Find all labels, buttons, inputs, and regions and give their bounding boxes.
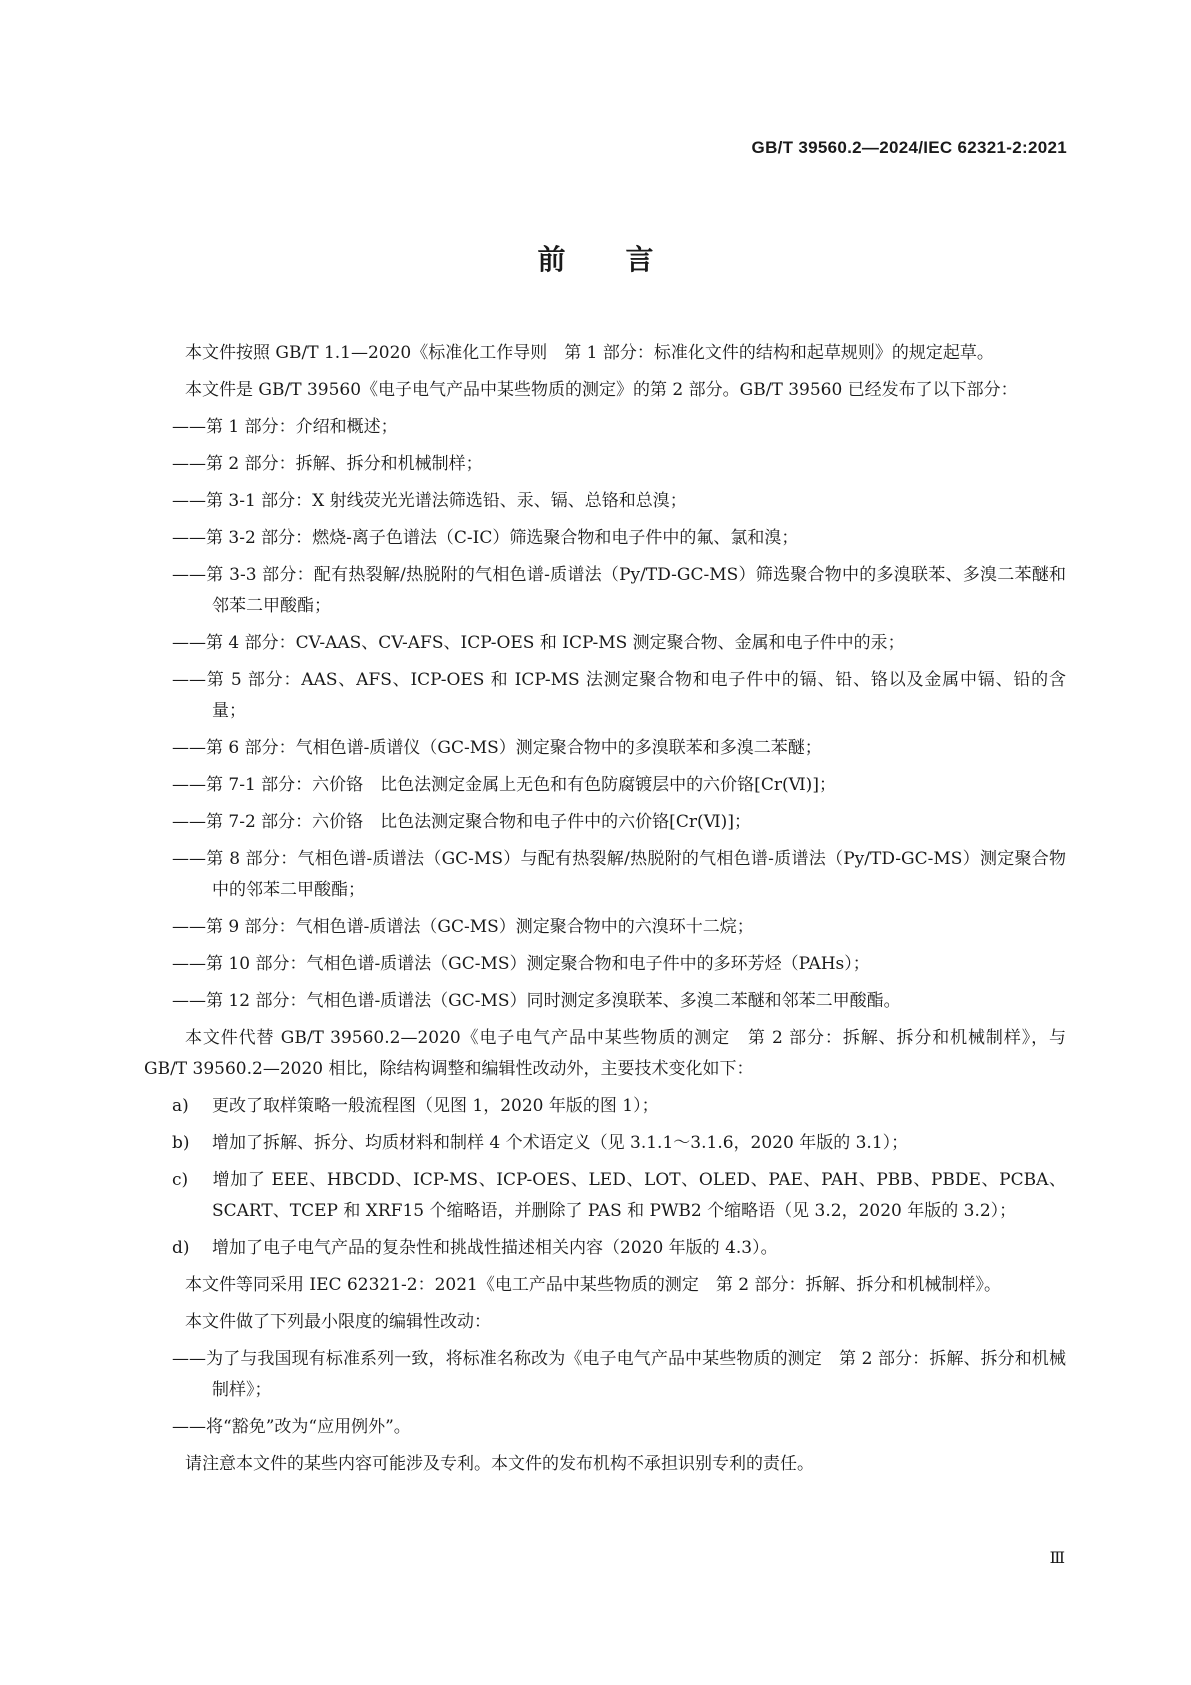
page-title: [0, 238, 1191, 278]
change-marker: b): [172, 1133, 190, 1153]
part-item: ——第 9 部分：气相色谱-质谱法（GC-MS）测定聚合物中的六溴环十二烷；: [172, 917, 754, 937]
change-text: 增加了电子电气产品的复杂性和挑战性描述相关内容（2020 年版的 4.3）。: [212, 1238, 778, 1258]
change-marker: d): [172, 1238, 190, 1258]
intro-paragraph-2: 本文件是 GB/T 39560《电子电气产品中某些物质的测定》的第 2 部分。GB/T 39560 已经发布了以下部分：: [185, 380, 1018, 400]
standard-number: GB/T 39560.2—2024/IEC 62321-2:2021: [751, 138, 1067, 157]
foreword-body: [144, 338, 1066, 1486]
change-item: [144, 1091, 1066, 1122]
change-item: [144, 1165, 1066, 1227]
title-char-1: 前: [537, 243, 566, 276]
intro-paragraph-1: 本文件按照 GB/T 1.1—2020《标准化工作导则 第 1 部分：标准化文件的结构和起草规则》的规定起草。: [185, 343, 994, 363]
change-text: 增加了拆解、拆分、均质材料和制样 4 个术语定义（见 3.1.1～3.1.6，2020 年版的 3.1）；: [212, 1133, 909, 1153]
replacement-paragraph: 本文件代替 GB/T 39560.2—2020《电子电气产品中某些物质的测定 第 2 部分：拆解、拆分和机械制样》，与 GB/T 39560.2—2020 相比，除结构调整和编辑性改动外，主要技术变化如下：: [144, 1028, 1066, 1079]
part-item: ——第 2 部分：拆解、拆分和机械制样；: [172, 454, 483, 474]
edit-item: ——将“豁免”改为“应用例外”。: [172, 1417, 411, 1437]
change-marker: a): [172, 1096, 189, 1116]
adoption-paragraph: 本文件等同采用 IEC 62321-2：2021《电工产品中某些物质的测定 第 2 部分：拆解、拆分和机械制样》。: [185, 1275, 1001, 1295]
title-char-2: 言: [625, 243, 654, 276]
change-item: [144, 1233, 1066, 1264]
part-item: ——第 3-3 部分：配有热裂解/热脱附的气相色谱-质谱法（Py/TD-GC-MS）筛选聚合物中的多溴联苯、多溴二苯醚和邻苯二甲酸酯；: [172, 565, 1066, 616]
part-item: ——第 3-1 部分：X 射线荧光光谱法筛选铅、汞、镉、总铬和总溴；: [172, 491, 687, 511]
change-text: 更改了取样策略一般流程图（见图 1，2020 年版的图 1）；: [212, 1096, 659, 1116]
part-item: ——第 10 部分：气相色谱-质谱法（GC-MS）测定聚合物和电子件中的多环芳烃（PAHs）；: [172, 954, 870, 974]
part-item: ——第 8 部分：气相色谱-质谱法（GC-MS）与配有热裂解/热脱附的气相色谱-质谱法（Py/TD-GC-MS）测定聚合物中的邻苯二甲酸酯；: [172, 849, 1066, 900]
edit-item: ——为了与我国现有标准系列一致，将标准名称改为《电子电气产品中某些物质的测定 第 2 部分：拆解、拆分和机械制样》；: [172, 1349, 1066, 1400]
part-item: ——第 4 部分：CV-AAS、CV-AFS、ICP-OES 和 ICP-MS 测定聚合物、金属和电子件中的汞；: [172, 633, 905, 653]
part-item: ——第 5 部分：AAS、AFS、ICP-OES 和 ICP-MS 法测定聚合物和电子件中的镉、铅、铬以及金属中镉、铅的含量；: [172, 670, 1066, 721]
part-item: ——第 12 部分：气相色谱-质谱法（GC-MS）同时测定多溴联苯、多溴二苯醚和邻苯二甲酸酯。: [172, 991, 901, 1011]
edits-paragraph: 本文件做了下列最小限度的编辑性改动：: [185, 1312, 491, 1332]
change-text: 增加了 EEE、HBCDD、ICP-MS、ICP-OES、LED、LOT、OLED、PAE、PAH、PBB、PBDE、PCBA、SCART、TCEP 和 XRF15 个缩略语，并删除了 PAS 和 PWB2 个缩略语（见 3.2，2020 年版的 3.2）；: [212, 1170, 1066, 1221]
patent-notice: 请注意本文件的某些内容可能涉及专利。本文件的发布机构不承担识别专利的责任。: [185, 1454, 814, 1474]
part-item: ——第 3-2 部分：燃烧-离子色谱法（C-IC）筛选聚合物和电子件中的氟、氯和溴；: [172, 528, 799, 548]
change-item: [144, 1128, 1066, 1159]
page-number: Ⅲ: [1049, 1548, 1065, 1567]
part-item: ——第 7-1 部分：六价铬 比色法测定金属上无色和有色防腐镀层中的六价铬[Cr(Ⅵ)]；: [172, 775, 836, 795]
part-item: ——第 7-2 部分：六价铬 比色法测定聚合物和电子件中的六价铬[Cr(Ⅵ)]；: [172, 812, 751, 832]
change-marker: c): [172, 1170, 189, 1190]
part-item: ——第 6 部分：气相色谱-质谱仪（GC-MS）测定聚合物中的多溴联苯和多溴二苯醚；: [172, 738, 822, 758]
part-item: ——第 1 部分：介绍和概述；: [172, 417, 398, 437]
